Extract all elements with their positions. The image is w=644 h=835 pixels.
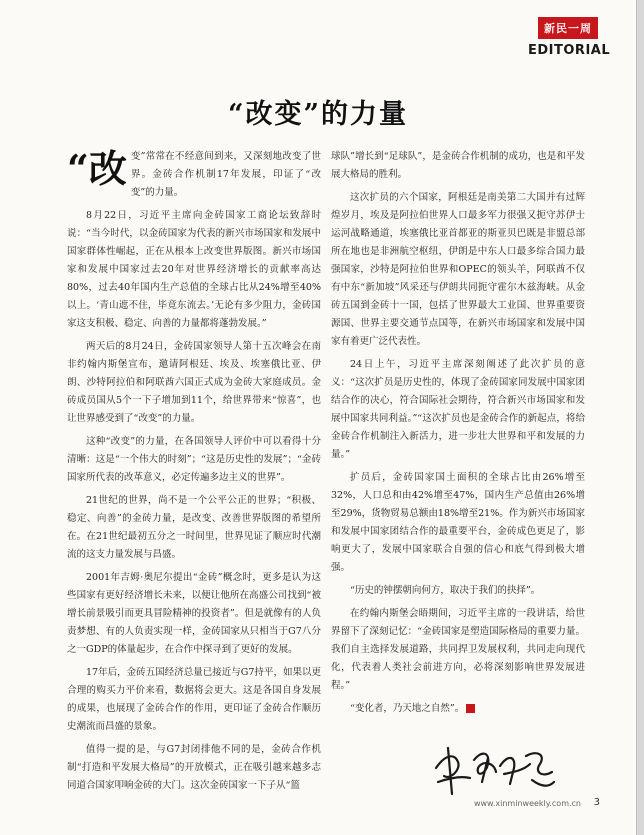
paragraph: 球队”增长到“足球队”，是金砖合作机制的成功，也是和平发展大格局的胜利。: [331, 151, 585, 180]
paragraph: 在约翰内斯堡会晤期间，习近平主席的一段讲话，给世界留下了深刻记忆：“金砖国家是塑造国际格局的重要力量。我们自主选择发展道路，共同捍卫发展权利，共同走向现代化，代表着人类社会前进方向，必将深刻影响世界发展进程。”: [331, 608, 585, 691]
right-column: [331, 148, 585, 723]
footer-url: www.xinminweekly.com.cn: [473, 799, 581, 808]
brand-cn-badge: 新民一周: [538, 17, 598, 39]
author-signature: [430, 738, 560, 798]
lead-paragraph-text: 变”常常在不经意间到来，又深刻地改变了世界。金砖合作机制17年发展，印证了“改变”的力量。: [130, 151, 321, 198]
paragraph: 扩员后，金砖国家国土面积的全球占比由26%增至32%，人口总和由42%增至47%，国内生产总值由26%增至29%，货物贸易总额由18%增至21%。作为新兴市场国家和发展中国家团结合作的最重要平台，金砖成色更足了，影响更大了，发展中国家联合自强的信心和底气得到极大增强。: [331, 472, 585, 573]
paragraph: 两天后的8月24日，金砖国家领导人第十五次峰会在南非约翰内斯堡宣布，邀请阿根廷、埃及、埃塞俄比亚、伊朗、沙特阿拉伯和阿联酋六国正式成为金砖大家庭成员。金砖成员国从5个一下子增加到11个，给世界带来“惊喜”，也让世界感受到了“改变”的力量。: [67, 341, 321, 424]
end-mark-icon: [466, 704, 475, 713]
brand-en-label: EDITORIAL: [528, 43, 611, 58]
paragraph: 2001年吉姆·奥尼尔提出“金砖”概念时，更多是认为这些国家有更好经济增长未来，以便让他所在高盛公司找到“被增长前景吸引而更具冒险精神的投资者”。但是就像有的人负责梦想、有的人负责实现一样，金砖国家从只相当于G7八分之一GDP的体量起步，在合作中探寻到了更好的发展。: [67, 572, 321, 655]
paragraph: 值得一提的是，与G7封闭排他不同的是，金砖合作机制“打造和平发展大格局”的开放模式，正在吸引越来越多志同道合国家叩响金砖的大门。这次金砖国家一下子从“篮: [67, 744, 321, 791]
paragraph: “历史的钟摆朝向何方，取决于我们的抉择”。: [350, 585, 541, 596]
paragraph: 17年后，金砖五国经济总量已接近与G7持平，如果以更合理的购买力平价来看，数据将会更大。这是各国自身发展的成果，也展现了金砖合作的作用，更印证了金砖合作顺历史潮流而昌盛的景象。: [67, 667, 321, 732]
lead-paragraph: [67, 148, 321, 202]
closing-text: “变化者，乃天地之自然”。: [350, 703, 465, 714]
closing-paragraph: [331, 700, 585, 718]
dropcap: “改: [67, 146, 127, 191]
paragraph: 21世纪的世界，尚不是一个公平公正的世界；“积极、稳定、向善”的金砖力量，是改变、改善世界版图的希望所在。在21世纪最初五分之一时间里，世界见证了顺应时代潮流的这支力量发展与昌盛。: [67, 495, 321, 560]
paragraph: 8月22日，习近平主席向金砖国家工商论坛致辞时说：“当今时代，以金砖国家为代表的新兴市场国家和发展中国家群体性崛起，正在从根本上改变世界版图。新兴市场国家和发展中国家过去20年对世界经济增长的贡献率高达80%，过去40年国内生产总值的全球占比从24%增至40%以上。‘青山遮不住，毕竟东流去。’无论有多少阻力，金砖国家这支积极、稳定、向善的力量都将蓬勃发展。”: [67, 210, 321, 329]
paragraph: 这次扩员的六个国家，阿根廷是南美第二大国并有过辉煌岁月，埃及是阿拉伯世界人口最多军力很强又扼守苏伊士运河战略通道，埃塞俄比亚首都亚的斯亚贝巴既是非盟总部所在地也是非洲航空枢纽，伊朗是中东人口最多综合国力最强国家，沙特是阿拉伯世界和OPEC的领头羊，阿联酋不仅有中东“新加坡”风采还与伊朗共同扼守霍尔木兹海峡。从金砖五国到金砖十一国，包括了世界最大工业国、世界重要资源国、世界主要交通节点国等，在新兴市场国家和发展中国家有着更广泛代表性。: [331, 192, 585, 347]
article-title: “改变”的力量: [227, 99, 409, 130]
left-column: [67, 148, 321, 800]
editorial-brand: [528, 17, 611, 58]
page-number: 3: [593, 797, 600, 808]
paragraph: 24日上午，习近平主席深刻阐述了此次扩员的意义：“这次扩员是历史性的，体现了金砖国家同发展中国家团结合作的决心，符合国际社会期待，符合新兴市场国家和发展中国家共同利益。”“这次扩员也是金砖合作的新起点，将给金砖合作机制注入新活力，进一步壮大世界和平和发展的力量。”: [331, 359, 585, 460]
paragraph: 这种“改变”的力量，在各国领导人评价中可以看得十分清晰：这是“一个伟大的时刻”；“这是历史性的发展”；“金砖国家所代表的改革意义，必定传遍多边主义的世界”。: [67, 436, 321, 483]
